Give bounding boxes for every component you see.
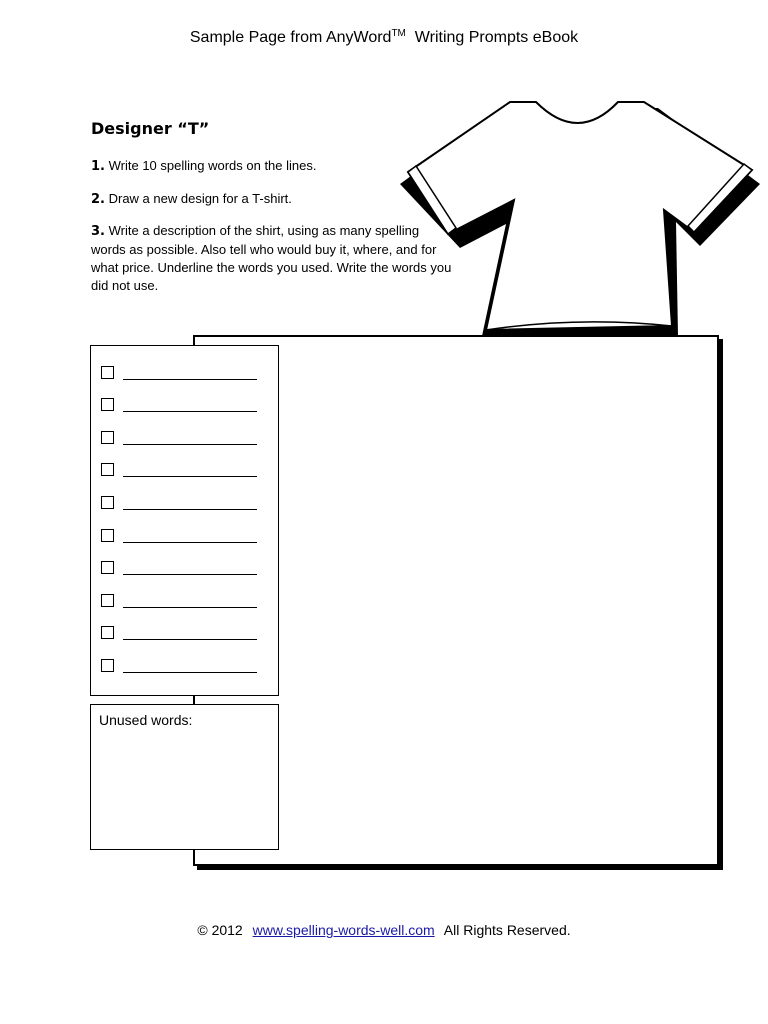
word-answer-line[interactable]: [123, 528, 257, 543]
spelling-word-row: [101, 560, 257, 576]
instruction-number: 2.: [91, 192, 105, 207]
spelling-word-row: [101, 364, 257, 380]
website-link[interactable]: www.spelling-words-well.com: [252, 922, 435, 938]
word-answer-line[interactable]: [123, 430, 257, 445]
word-checkbox[interactable]: [101, 366, 114, 379]
spelling-words-box: [90, 345, 279, 696]
word-answer-line[interactable]: [123, 658, 257, 673]
copyright-text: © 2012: [197, 922, 243, 938]
word-answer-line[interactable]: [123, 495, 257, 510]
instruction-text: Write 10 spelling words on the lines.: [108, 158, 317, 173]
spelling-word-row: [101, 494, 257, 510]
word-checkbox[interactable]: [101, 398, 114, 411]
word-answer-line[interactable]: [123, 625, 257, 640]
instruction-number: 1.: [91, 159, 105, 174]
word-answer-line[interactable]: [123, 365, 257, 380]
t-shirt-illustration: [396, 100, 768, 345]
instruction-text: Draw a new design for a T-shirt.: [108, 191, 292, 206]
word-checkbox[interactable]: [101, 626, 114, 639]
word-checkbox[interactable]: [101, 594, 114, 607]
spelling-word-row: [101, 397, 257, 413]
header-title-suffix: Writing Prompts eBook: [414, 29, 579, 46]
spelling-word-row: [101, 592, 257, 608]
unused-words-label: Unused words:: [99, 712, 193, 728]
page-footer: [0, 922, 768, 938]
spelling-word-row: [101, 429, 257, 445]
page-header: [0, 28, 768, 47]
unused-words-box[interactable]: [90, 704, 279, 850]
rights-text: All Rights Reserved.: [443, 922, 571, 938]
word-checkbox[interactable]: [101, 561, 114, 574]
word-checkbox[interactable]: [101, 431, 114, 444]
worksheet-title: Designer “T”: [91, 119, 210, 138]
header-title-prefix: Sample Page from AnyWord: [189, 29, 392, 46]
trademark-mark: TM: [391, 28, 406, 39]
spelling-word-row: [101, 625, 257, 641]
word-answer-line[interactable]: [123, 397, 257, 412]
spelling-word-row: [101, 657, 257, 673]
word-answer-line[interactable]: [123, 560, 257, 575]
word-checkbox[interactable]: [101, 529, 114, 542]
spelling-word-row: [101, 527, 257, 543]
word-answer-line[interactable]: [123, 462, 257, 477]
word-checkbox[interactable]: [101, 496, 114, 509]
word-checkbox[interactable]: [101, 463, 114, 476]
instruction-number: 3.: [91, 224, 105, 239]
instruction-text: Write a description of the shirt, using as many spelling words as possible. Also tell who would buy it, where, and for what price. Underline the words you used. Write the words you did not use.: [91, 223, 452, 293]
word-answer-line[interactable]: [123, 593, 257, 608]
word-checkbox[interactable]: [101, 659, 114, 672]
spelling-word-row: [101, 462, 257, 478]
